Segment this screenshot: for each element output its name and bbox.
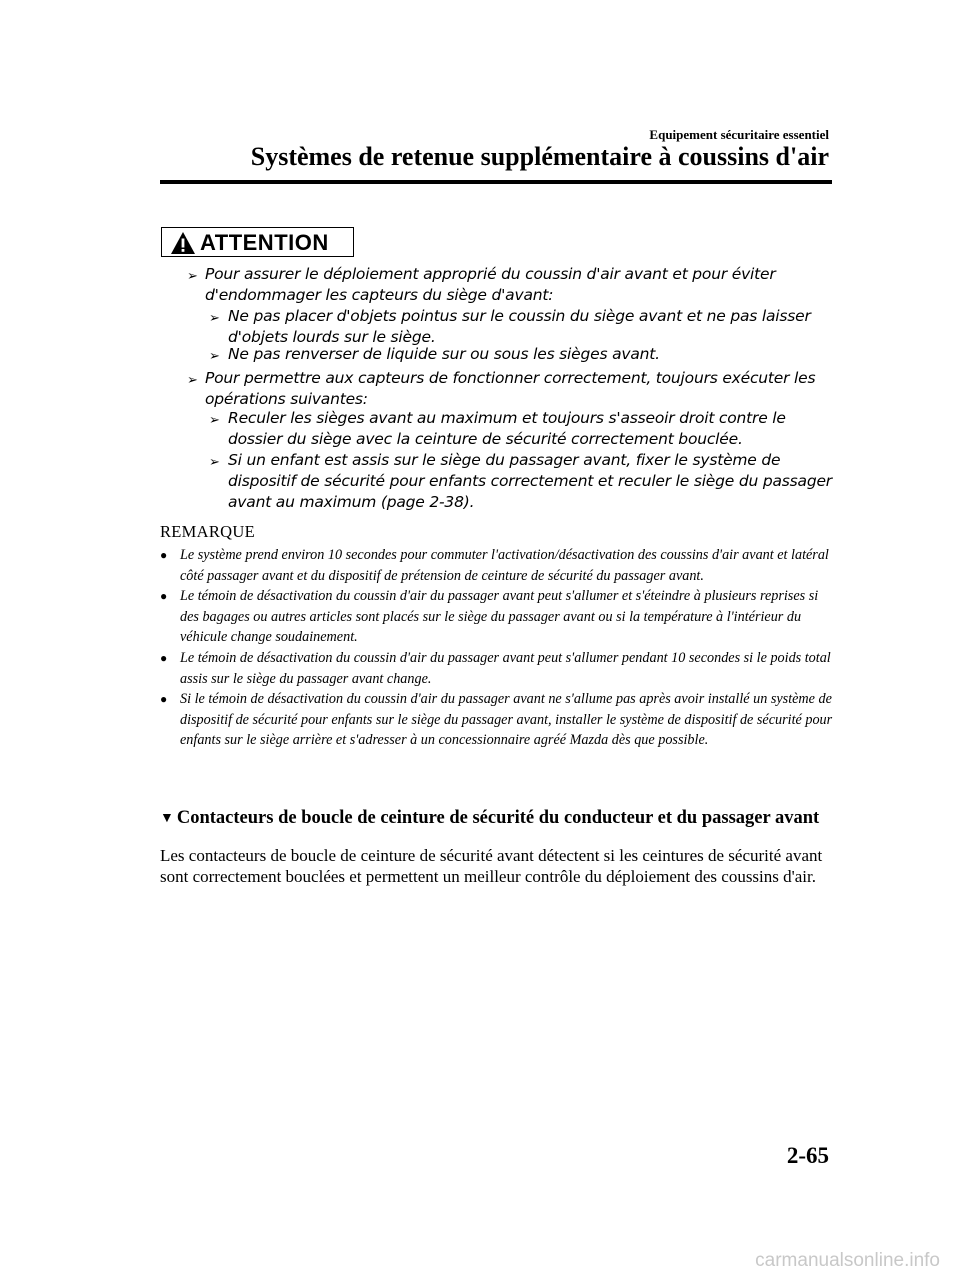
arrow-bullet-icon: ➢	[209, 311, 220, 326]
triangle-down-icon: ▼	[160, 810, 174, 826]
remarque-text: Le témoin de désactivation du coussin d'air du passager avant peut s'allumer et s'éteindre à plusieurs reprises si des bagages ou autres articles sont placés sur le siège du passager avant ou si la température à l'intérieur du véhicule change soudainement.	[180, 588, 819, 646]
attention-badge	[161, 227, 354, 257]
section-heading	[160, 808, 819, 829]
section-heading-text: Contacteurs de boucle de ceinture de sécurité du conducteur et du passager avant	[176, 808, 820, 828]
bullet-icon: ●	[160, 548, 168, 562]
attention-line: Ne pas renverser de liquide sur ou sous les sièges avant.	[228, 345, 660, 363]
bullet-icon: ●	[160, 692, 168, 707]
attention-line: dossier du siège avec la ceinture de sécurité correctement bouclée.	[228, 430, 743, 448]
attention-line: dispositif de sécurité pour enfants correctement et reculer le siège du passager	[228, 472, 832, 490]
remarque-title: REMARQUE	[160, 522, 255, 541]
remarque-text: Si le témoin de désactivation du coussin d'air du passager avant ne s'allume pas après avoir installé un système de dispositif de sécurité pour enfants sur le siège du passager avant, installer le système de dispositif de sécurité pour enfants sur le siège arrière et s'adresser à un concessionnaire agréé Mazda dès que possible.	[180, 691, 833, 749]
attention-label: ATTENTION	[200, 230, 329, 255]
attention-line: Reculer les sièges avant au maximum et toujours s'asseoir droit contre le	[228, 409, 786, 427]
list-item	[160, 586, 840, 648]
remarque-list	[160, 545, 840, 751]
attention-line: avant au maximum (page 2-38).	[228, 493, 475, 511]
attention-line: Ne pas placer d'objets pointus sur le coussin du siège avant et ne pas laisser	[228, 307, 811, 325]
attention-line: Si un enfant est assis sur le siège du passager avant, fixer le système de	[228, 451, 781, 469]
list-item	[160, 648, 840, 689]
remarque-text: Le système prend environ 10 secondes pour commuter l'activation/désactivation des coussins d'air avant et latéral côté passager avant et du dispositif de prétension de ceinture de sécurité du passager avant.	[180, 547, 829, 584]
attention-line: d'endommager les capteurs du siège d'avant:	[205, 286, 554, 304]
attention-line: d'objets lourds sur le siège.	[228, 328, 436, 346]
attention-line: Pour assurer le déploiement approprié du coussin d'air avant et pour éviter	[205, 265, 776, 283]
section-body: Les contacteurs de boucle de ceinture de sécurité avant détectent si les ceintures de sécurité avant sont correctement bouclées et permettent un meilleur contrôle du déploiement des coussins d'air.	[160, 846, 823, 886]
attention-line: opérations suivantes:	[205, 390, 368, 408]
list-item	[160, 689, 840, 751]
header-section-label: Equipement sécuritaire essentiel	[649, 127, 829, 142]
remarque-text: Le témoin de désactivation du coussin d'air du passager avant peut s'allumer pendant 10 secondes si le poids total assis sur le siège du passager avant change.	[180, 649, 831, 687]
page-number: 2-65	[786, 1143, 829, 1168]
header-divider	[160, 180, 832, 184]
warning-icon	[170, 231, 196, 255]
attention-line: Pour permettre aux capteurs de fonctionner correctement, toujours exécuter les	[205, 369, 816, 387]
arrow-bullet-icon: ➢	[209, 413, 220, 428]
bullet-icon: ●	[160, 650, 168, 665]
list-item	[160, 545, 840, 586]
watermark: carmanualsonline.info	[755, 1250, 940, 1271]
arrow-bullet-icon: ➢	[209, 455, 220, 470]
arrow-bullet-icon: ➢	[209, 349, 220, 364]
page-title: Systèmes de retenue supplémentaire à coussins d'air	[250, 142, 829, 171]
arrow-bullet-icon: ➢	[187, 269, 198, 284]
bullet-icon: ●	[160, 589, 168, 604]
arrow-bullet-icon: ➢	[187, 373, 198, 388]
